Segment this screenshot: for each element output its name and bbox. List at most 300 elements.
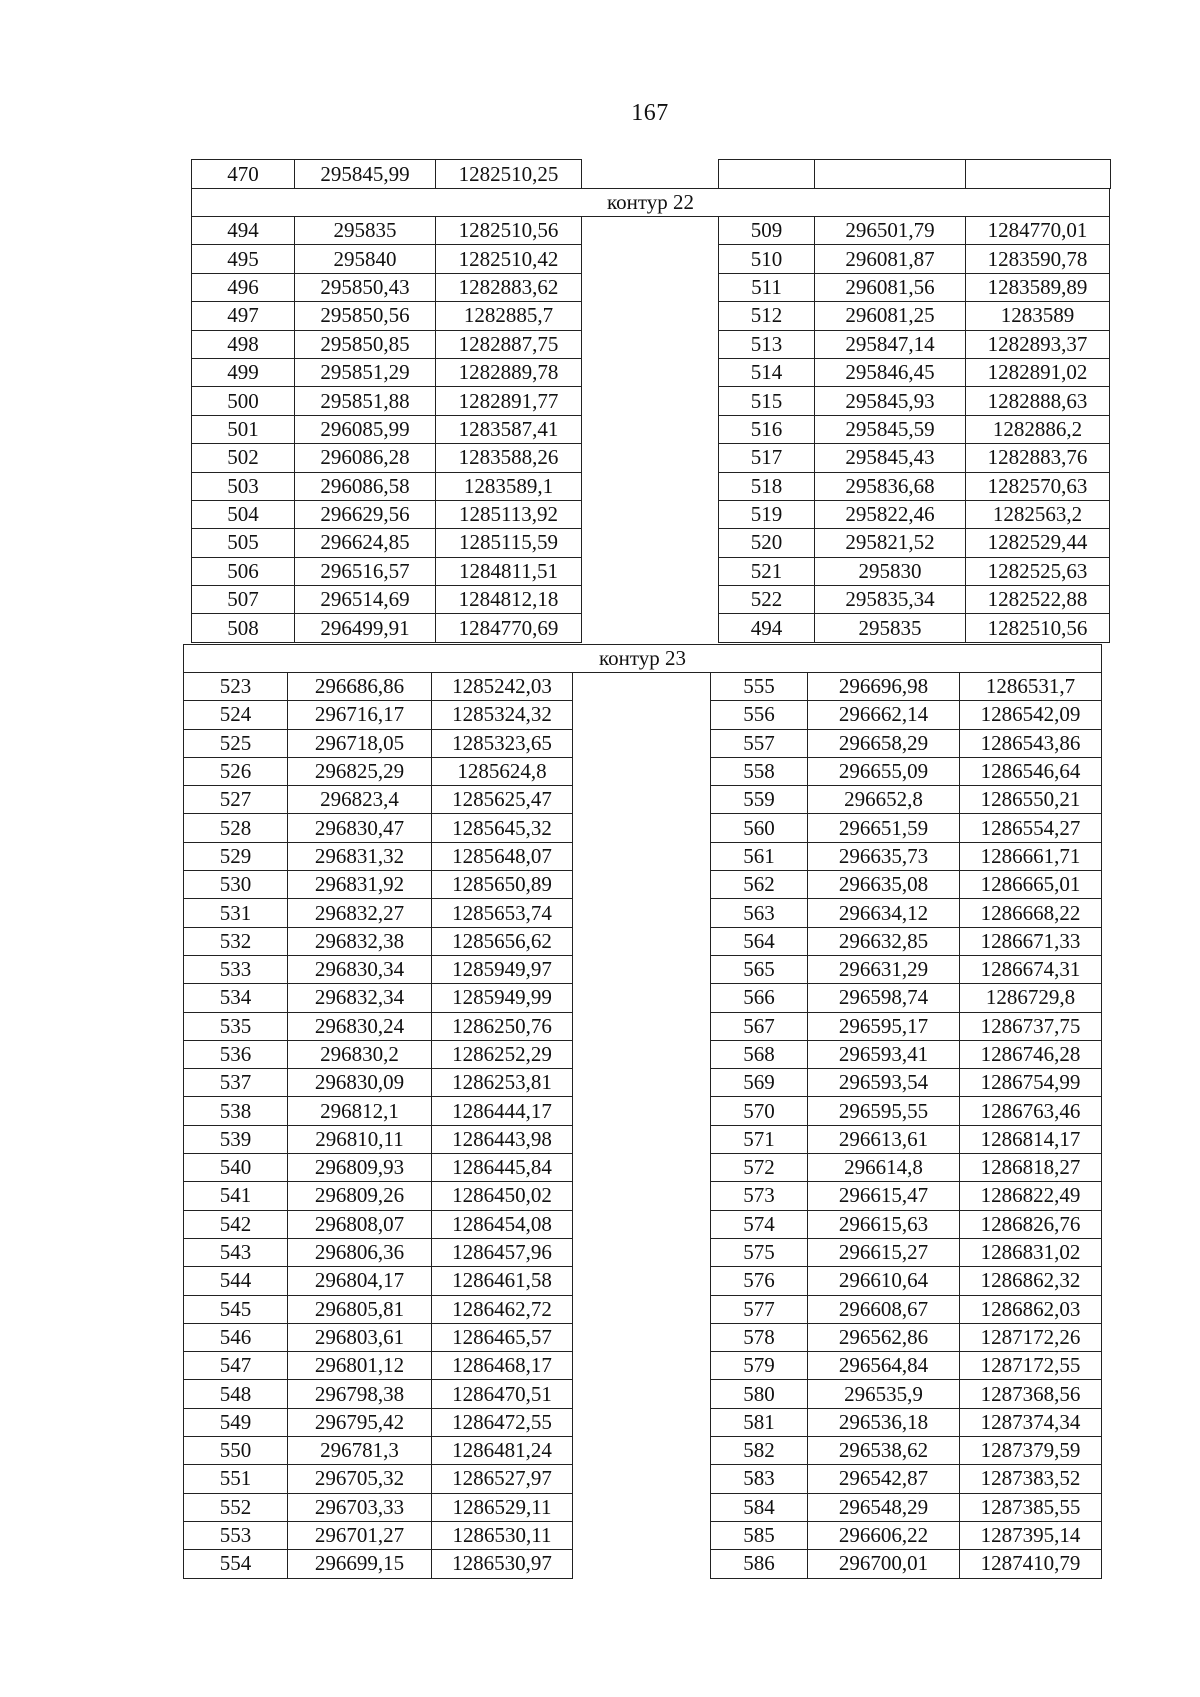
x-coordinate-cell: 296832,38 [288,927,432,955]
point-number-cell: 506 [192,557,295,585]
top-row-left-table [191,159,582,189]
y-coordinate-cell: 1286546,64 [960,757,1102,785]
point-number-cell: 517 [719,444,815,472]
y-coordinate-cell: 1287172,55 [960,1352,1102,1380]
x-coordinate-cell: 295850,85 [295,330,436,358]
x-coordinate-cell: 296655,09 [808,757,960,785]
x-coordinate-cell: 296795,42 [288,1408,432,1436]
x-coordinate-cell: 296564,84 [808,1352,960,1380]
column-gap [573,1550,711,1578]
column-gap [582,415,719,443]
y-coordinate-cell: 1286746,28 [960,1040,1102,1068]
x-coordinate-cell: 296613,61 [808,1125,960,1153]
point-number-cell: 558 [711,757,808,785]
column-gap [582,500,719,528]
point-number-cell: 577 [711,1295,808,1323]
x-coordinate-cell: 296808,07 [288,1210,432,1238]
y-coordinate-cell: 1282510,56 [436,217,582,245]
x-coordinate-cell: 295845,99 [295,160,436,189]
point-number-cell: 563 [711,899,808,927]
x-coordinate-cell: 296542,87 [808,1465,960,1493]
y-coordinate-cell: 1286831,02 [960,1238,1102,1266]
column-gap [582,330,719,358]
x-coordinate-cell: 296610,64 [808,1267,960,1295]
x-coordinate-cell: 296501,79 [815,217,966,245]
y-coordinate-cell: 1286530,11 [432,1521,573,1549]
x-coordinate-cell: 296651,59 [808,814,960,842]
y-coordinate-cell: 1286671,33 [960,927,1102,955]
x-coordinate-cell: 295851,88 [295,387,436,415]
x-coordinate-cell: 296593,54 [808,1069,960,1097]
y-coordinate-cell: 1285949,97 [432,955,573,983]
y-coordinate-cell: 1283588,26 [436,444,582,472]
table-row [184,1238,1102,1266]
column-gap [573,1465,711,1493]
y-coordinate-cell: 1287383,52 [960,1465,1102,1493]
x-coordinate-cell: 296499,91 [295,614,436,642]
column-gap [573,1154,711,1182]
x-coordinate-cell: 296823,4 [288,786,432,814]
column-gap [573,1125,711,1153]
x-coordinate-cell: 296696,98 [808,673,960,701]
column-gap [573,1267,711,1295]
table-row [184,1550,1102,1578]
x-coordinate-cell: 295835,34 [815,586,966,614]
x-coordinate-cell: 296615,63 [808,1210,960,1238]
point-number-cell: 502 [192,444,295,472]
y-coordinate-cell: 1286529,11 [432,1493,573,1521]
x-coordinate-cell: 296086,28 [295,444,436,472]
y-coordinate-cell: 1282885,7 [436,302,582,330]
column-gap [573,1012,711,1040]
y-coordinate-cell: 1286550,21 [960,786,1102,814]
table-row [184,1521,1102,1549]
y-coordinate-cell: 1286737,75 [960,1012,1102,1040]
point-number-cell: 515 [719,387,815,415]
point-number-cell: 530 [184,871,288,899]
table-row [184,871,1102,899]
y-coordinate-cell: 1286543,86 [960,729,1102,757]
table-row [192,415,1110,443]
y-coordinate-cell: 1286457,96 [432,1238,573,1266]
column-gap [573,1238,711,1266]
y-coordinate-cell: 1284770,01 [966,217,1110,245]
point-number-cell: 538 [184,1097,288,1125]
point-number-cell: 576 [711,1267,808,1295]
point-number-cell: 497 [192,302,295,330]
y-coordinate-cell: 1284770,69 [436,614,582,642]
table-row [184,1267,1102,1295]
column-gap [573,1182,711,1210]
y-coordinate-cell: 1282886,2 [966,415,1110,443]
x-coordinate-cell: 296595,55 [808,1097,960,1125]
top-row-right-table [718,159,1111,189]
table-row [184,1352,1102,1380]
point-number-cell: 575 [711,1238,808,1266]
contour-22-table [191,188,1110,643]
point-number-cell: 586 [711,1550,808,1578]
x-coordinate-cell: 296806,36 [288,1238,432,1266]
point-number-cell: 529 [184,842,288,870]
x-coordinate-cell: 295845,43 [815,444,966,472]
x-coordinate-cell: 296615,27 [808,1238,960,1266]
column-gap [573,955,711,983]
column-gap [573,1352,711,1380]
point-number-cell: 527 [184,786,288,814]
contour-23-table [183,644,1102,1579]
table-row [184,1210,1102,1238]
point-number-cell: 562 [711,871,808,899]
column-gap [573,871,711,899]
point-number-cell: 504 [192,500,295,528]
y-coordinate-cell: 1282529,44 [966,529,1110,557]
x-coordinate-cell: 296516,57 [295,557,436,585]
y-coordinate-cell: 1283587,41 [436,415,582,443]
contour-title: контур 23 [184,645,1102,673]
y-coordinate-cell: 1286665,01 [960,871,1102,899]
y-coordinate-cell: 1285650,89 [432,871,573,899]
point-number-cell: 547 [184,1352,288,1380]
x-coordinate-cell: 295847,14 [815,330,966,358]
y-coordinate-cell: 1286754,99 [960,1069,1102,1097]
y-coordinate-cell: 1286668,22 [960,899,1102,927]
point-number-cell: 582 [711,1437,808,1465]
point-number-cell: 496 [192,273,295,301]
x-coordinate-cell: 295845,93 [815,387,966,415]
x-coordinate-cell: 296593,41 [808,1040,960,1068]
y-coordinate-cell: 1286253,81 [432,1069,573,1097]
point-number-cell: 581 [711,1408,808,1436]
x-coordinate-cell: 296805,81 [288,1295,432,1323]
y-coordinate-cell: 1286826,76 [960,1210,1102,1238]
x-coordinate-cell: 295821,52 [815,529,966,557]
point-number-cell: 505 [192,529,295,557]
column-gap [573,673,711,701]
y-coordinate-cell: 1283590,78 [966,245,1110,273]
x-coordinate-cell: 296624,85 [295,529,436,557]
y-coordinate-cell: 1287379,59 [960,1437,1102,1465]
y-coordinate-cell: 1286822,49 [960,1182,1102,1210]
x-coordinate-cell: 296804,17 [288,1267,432,1295]
x-coordinate-cell: 296703,33 [288,1493,432,1521]
y-coordinate-cell: 1284812,18 [436,586,582,614]
x-coordinate-cell: 296830,34 [288,955,432,983]
y-coordinate-cell: 1285115,59 [436,529,582,557]
point-number-cell: 569 [711,1069,808,1097]
column-gap [573,814,711,842]
table-row [192,586,1110,614]
contour-22-body [192,189,1110,643]
contour-23-body [184,645,1102,1579]
column-gap [573,1210,711,1238]
table-row [184,1380,1102,1408]
column-gap [573,1521,711,1549]
y-coordinate-cell: 1285645,32 [432,814,573,842]
table-row [192,614,1110,642]
point-number-cell: 543 [184,1238,288,1266]
table-row [184,1125,1102,1153]
y-coordinate-cell: 1286862,03 [960,1295,1102,1323]
point-number-cell: 557 [711,729,808,757]
table-row [184,1069,1102,1097]
empty-cell [719,160,815,189]
y-coordinate-cell: 1282891,77 [436,387,582,415]
y-coordinate-cell: 1282893,37 [966,330,1110,358]
contour-header-row [184,645,1102,673]
point-number-cell: 554 [184,1550,288,1578]
point-number-cell: 540 [184,1154,288,1182]
y-coordinate-cell: 1285653,74 [432,899,573,927]
y-coordinate-cell: 1286454,08 [432,1210,573,1238]
column-gap [573,1380,711,1408]
y-coordinate-cell: 1282510,42 [436,245,582,273]
x-coordinate-cell: 296536,18 [808,1408,960,1436]
column-gap [573,842,711,870]
x-coordinate-cell: 295835 [815,614,966,642]
table-row [184,927,1102,955]
point-number-cell: 583 [711,1465,808,1493]
point-number-cell: 512 [719,302,815,330]
point-number-cell: 507 [192,586,295,614]
column-gap [573,757,711,785]
column-gap [582,557,719,585]
x-coordinate-cell: 296635,73 [808,842,960,870]
contour-header-row [192,189,1110,217]
x-coordinate-cell: 296562,86 [808,1323,960,1351]
x-coordinate-cell: 296635,08 [808,871,960,899]
column-gap [582,472,719,500]
x-coordinate-cell: 296658,29 [808,729,960,757]
x-coordinate-cell: 296830,09 [288,1069,432,1097]
point-number-cell: 503 [192,472,295,500]
point-number-cell: 501 [192,415,295,443]
table-row [184,842,1102,870]
x-coordinate-cell: 296086,58 [295,472,436,500]
y-coordinate-cell: 1285324,32 [432,701,573,729]
table-row [192,245,1110,273]
y-coordinate-cell: 1284811,51 [436,557,582,585]
x-coordinate-cell: 296595,17 [808,1012,960,1040]
x-coordinate-cell: 296809,93 [288,1154,432,1182]
y-coordinate-cell: 1282883,62 [436,273,582,301]
point-number-cell: 494 [719,614,815,642]
table-row [184,955,1102,983]
y-coordinate-cell: 1286461,58 [432,1267,573,1295]
point-number-cell: 526 [184,757,288,785]
point-number-cell: 580 [711,1380,808,1408]
x-coordinate-cell: 296701,27 [288,1521,432,1549]
column-gap [582,614,719,642]
x-coordinate-cell: 296608,67 [808,1295,960,1323]
x-coordinate-cell: 296634,12 [808,899,960,927]
table-row [719,160,1111,189]
x-coordinate-cell: 296832,27 [288,899,432,927]
y-coordinate-cell: 1285625,47 [432,786,573,814]
x-coordinate-cell: 295836,68 [815,472,966,500]
column-gap [582,358,719,386]
point-number-cell: 584 [711,1493,808,1521]
y-coordinate-cell: 1285113,92 [436,500,582,528]
point-number-cell: 578 [711,1323,808,1351]
x-coordinate-cell: 296538,62 [808,1437,960,1465]
y-coordinate-cell: 1286542,09 [960,701,1102,729]
x-coordinate-cell: 296831,92 [288,871,432,899]
y-coordinate-cell: 1286250,76 [432,1012,573,1040]
table-row [184,1295,1102,1323]
point-number-cell: 537 [184,1069,288,1097]
y-coordinate-cell: 1285242,03 [432,673,573,701]
y-coordinate-cell: 1286862,32 [960,1267,1102,1295]
point-number-cell: 568 [711,1040,808,1068]
y-coordinate-cell: 1282510,56 [966,614,1110,642]
table-row [184,673,1102,701]
x-coordinate-cell: 295850,56 [295,302,436,330]
x-coordinate-cell: 296535,9 [808,1380,960,1408]
column-gap [573,786,711,814]
table-row [192,273,1110,301]
point-number-cell: 509 [719,217,815,245]
point-number-cell: 525 [184,729,288,757]
x-coordinate-cell: 296801,12 [288,1352,432,1380]
table-row [184,757,1102,785]
table-row [192,330,1110,358]
x-coordinate-cell: 296700,01 [808,1550,960,1578]
point-number-cell: 546 [184,1323,288,1351]
point-number-cell: 570 [711,1097,808,1125]
x-coordinate-cell: 296830,24 [288,1012,432,1040]
table-row [184,899,1102,927]
y-coordinate-cell: 1282883,76 [966,444,1110,472]
x-coordinate-cell: 296614,8 [808,1154,960,1182]
x-coordinate-cell: 296699,15 [288,1550,432,1578]
point-number-cell: 520 [719,529,815,557]
point-number-cell: 531 [184,899,288,927]
point-number-cell: 534 [184,984,288,1012]
x-coordinate-cell: 296716,17 [288,701,432,729]
y-coordinate-cell: 1285949,99 [432,984,573,1012]
point-number-cell: 539 [184,1125,288,1153]
column-gap [573,1295,711,1323]
point-number-cell: 566 [711,984,808,1012]
point-number-cell: 550 [184,1437,288,1465]
table-row [184,701,1102,729]
y-coordinate-cell: 1286468,17 [432,1352,573,1380]
table-row [192,387,1110,415]
y-coordinate-cell: 1282891,02 [966,358,1110,386]
table-row [192,557,1110,585]
column-gap [573,729,711,757]
point-number-cell: 532 [184,927,288,955]
table-row [192,444,1110,472]
x-coordinate-cell: 296081,25 [815,302,966,330]
point-number-cell: 524 [184,701,288,729]
column-gap [573,984,711,1012]
x-coordinate-cell: 296662,14 [808,701,960,729]
table-row [184,1097,1102,1125]
x-coordinate-cell: 295822,46 [815,500,966,528]
table-row [192,160,582,189]
y-coordinate-cell: 1285323,65 [432,729,573,757]
table-row [184,1437,1102,1465]
column-gap [573,1323,711,1351]
table-row [184,1040,1102,1068]
y-coordinate-cell: 1285624,8 [432,757,573,785]
y-coordinate-cell: 1286729,8 [960,984,1102,1012]
y-coordinate-cell: 1286763,46 [960,1097,1102,1125]
x-coordinate-cell: 296632,85 [808,927,960,955]
point-number-cell: 555 [711,673,808,701]
y-coordinate-cell: 1286465,57 [432,1323,573,1351]
column-gap [573,1097,711,1125]
y-coordinate-cell: 1287385,55 [960,1493,1102,1521]
y-coordinate-cell: 1286818,27 [960,1154,1102,1182]
page-number: 167 [631,100,669,126]
point-number-cell: 544 [184,1267,288,1295]
point-number-cell: 495 [192,245,295,273]
y-coordinate-cell: 1283589 [966,302,1110,330]
y-coordinate-cell: 1286527,97 [432,1465,573,1493]
point-number-cell: 585 [711,1521,808,1549]
point-number-cell: 567 [711,1012,808,1040]
x-coordinate-cell: 295830 [815,557,966,585]
column-gap [582,302,719,330]
x-coordinate-cell: 295840 [295,245,436,273]
x-coordinate-cell: 296514,69 [295,586,436,614]
point-number-cell: 511 [719,273,815,301]
point-number-cell: 573 [711,1182,808,1210]
y-coordinate-cell: 1287368,56 [960,1380,1102,1408]
y-coordinate-cell: 1282887,75 [436,330,582,358]
y-coordinate-cell: 1286531,7 [960,673,1102,701]
y-coordinate-cell: 1287410,79 [960,1550,1102,1578]
column-gap [582,529,719,557]
y-coordinate-cell: 1286252,29 [432,1040,573,1068]
x-coordinate-cell: 296830,2 [288,1040,432,1068]
point-number-cell: 508 [192,614,295,642]
x-coordinate-cell: 296803,61 [288,1323,432,1351]
table-row [184,1323,1102,1351]
point-number-cell: 513 [719,330,815,358]
y-coordinate-cell: 1286814,17 [960,1125,1102,1153]
y-coordinate-cell: 1287374,34 [960,1408,1102,1436]
contour-title: контур 22 [192,189,1110,217]
point-number-cell: 498 [192,330,295,358]
point-number-cell: 548 [184,1380,288,1408]
point-number-cell: 494 [192,217,295,245]
point-number-cell: 572 [711,1154,808,1182]
point-number-cell: 579 [711,1352,808,1380]
point-number-cell: 541 [184,1182,288,1210]
point-number-cell: 545 [184,1295,288,1323]
y-coordinate-cell: 1286472,55 [432,1408,573,1436]
point-number-cell: 564 [711,927,808,955]
x-coordinate-cell: 296718,05 [288,729,432,757]
x-coordinate-cell: 295846,45 [815,358,966,386]
table-row [184,1465,1102,1493]
column-gap [573,927,711,955]
x-coordinate-cell: 296081,56 [815,273,966,301]
column-gap [573,899,711,927]
column-gap [573,1437,711,1465]
y-coordinate-cell: 1287395,14 [960,1521,1102,1549]
table-row [184,1154,1102,1182]
point-number-cell: 565 [711,955,808,983]
x-coordinate-cell: 296830,47 [288,814,432,842]
point-number-cell: 553 [184,1521,288,1549]
x-coordinate-cell: 295851,29 [295,358,436,386]
x-coordinate-cell: 295850,43 [295,273,436,301]
y-coordinate-cell: 1286674,31 [960,955,1102,983]
